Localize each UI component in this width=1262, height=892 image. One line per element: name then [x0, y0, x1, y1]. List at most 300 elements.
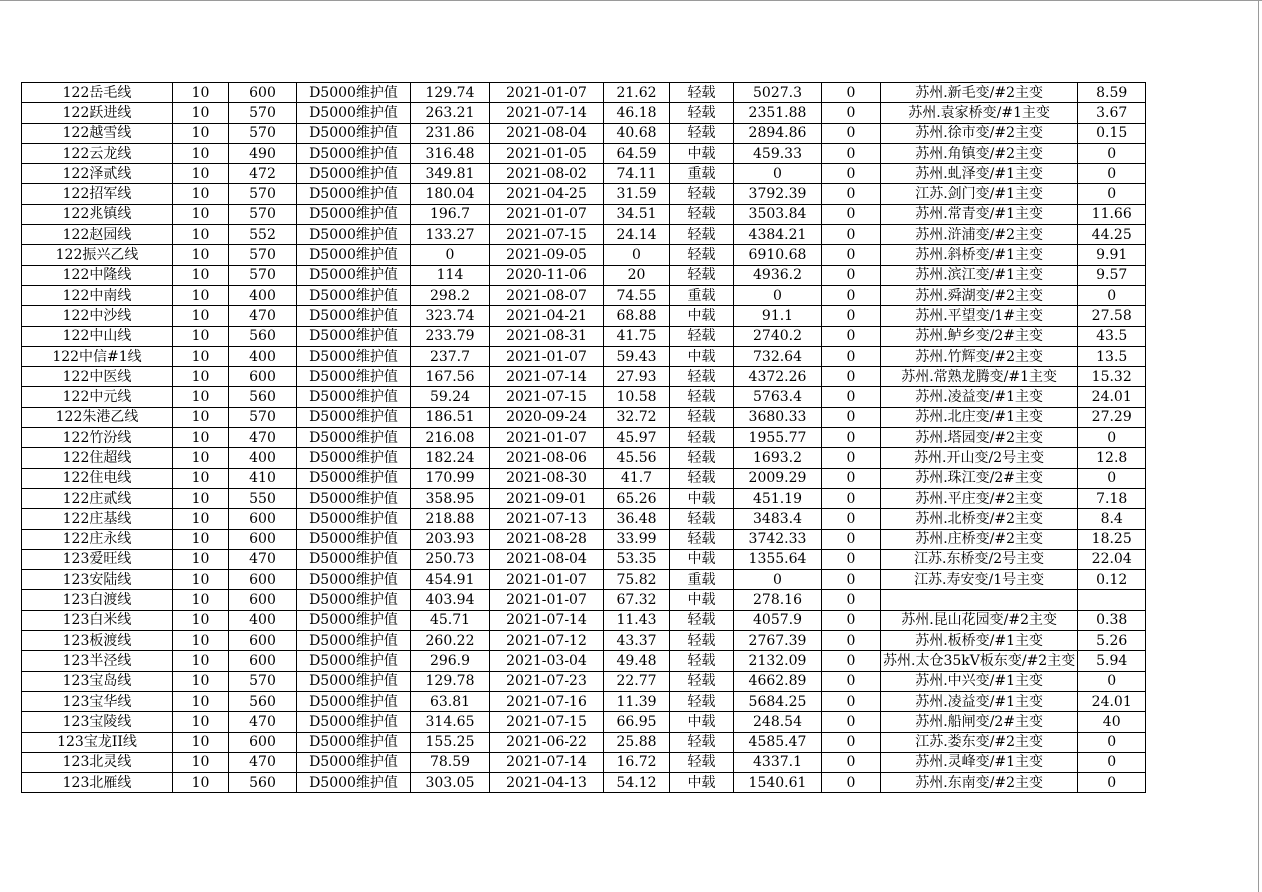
- voltage-cell: 10: [173, 265, 229, 285]
- load-status-cell: 重载: [670, 164, 734, 184]
- load-status-cell: 轻载: [670, 123, 734, 143]
- spare-capacity-cell: 278.16: [734, 590, 822, 610]
- count-cell: 0: [822, 448, 881, 468]
- transformer-value-cell: 40: [1078, 712, 1146, 732]
- transformer-cell: [881, 590, 1078, 610]
- spare-capacity-cell: 3680.33: [734, 407, 822, 427]
- voltage-cell: 10: [173, 346, 229, 366]
- load-rate-cell: 46.18: [604, 103, 670, 123]
- load-status-cell: 轻载: [670, 691, 734, 711]
- date-cell: 2021-01-07: [490, 83, 604, 103]
- load-rate-cell: 40.68: [604, 123, 670, 143]
- line-name-cell: 122朱港乙线: [22, 407, 173, 427]
- current-cell: 167.56: [411, 367, 490, 387]
- table-row: [22, 529, 1146, 549]
- count-cell: 0: [822, 752, 881, 772]
- transformer-cell: 江苏.剑门变/#1主变: [881, 184, 1078, 204]
- load-rate-cell: 45.56: [604, 448, 670, 468]
- date-cell: 2021-07-23: [490, 671, 604, 691]
- voltage-cell: 10: [173, 245, 229, 265]
- count-cell: 0: [822, 285, 881, 305]
- transformer-cell: 苏州.徐市变/#2主变: [881, 123, 1078, 143]
- current-cell: 237.7: [411, 346, 490, 366]
- count-cell: 0: [822, 610, 881, 630]
- count-cell: 0: [822, 691, 881, 711]
- voltage-cell: 10: [173, 184, 229, 204]
- spare-capacity-cell: 0: [734, 164, 822, 184]
- transformer-value-cell: 22.04: [1078, 549, 1146, 569]
- current-cell: 231.86: [411, 123, 490, 143]
- count-cell: 0: [822, 671, 881, 691]
- source-cell: D5000维护值: [297, 407, 411, 427]
- rated-current-cell: 570: [229, 204, 297, 224]
- table-row: [22, 610, 1146, 630]
- transformer-value-cell: 0: [1078, 164, 1146, 184]
- source-cell: D5000维护值: [297, 123, 411, 143]
- date-cell: 2021-09-05: [490, 245, 604, 265]
- transformer-value-cell: 0.12: [1078, 570, 1146, 590]
- count-cell: 0: [822, 123, 881, 143]
- transformer-value-cell: 0: [1078, 468, 1146, 488]
- spare-capacity-cell: 2740.2: [734, 326, 822, 346]
- source-cell: D5000维护值: [297, 773, 411, 793]
- table-body: [22, 83, 1146, 793]
- table-row: [22, 428, 1146, 448]
- count-cell: 0: [822, 590, 881, 610]
- spare-capacity-cell: 2767.39: [734, 631, 822, 651]
- current-cell: 454.91: [411, 570, 490, 590]
- current-cell: 316.48: [411, 143, 490, 163]
- table-row: [22, 225, 1146, 245]
- date-cell: 2021-07-14: [490, 610, 604, 630]
- line-name-cell: 122中隆线: [22, 265, 173, 285]
- table-row: [22, 387, 1146, 407]
- current-cell: 114: [411, 265, 490, 285]
- table-row: [22, 306, 1146, 326]
- source-cell: D5000维护值: [297, 204, 411, 224]
- transformer-value-cell: 8.4: [1078, 509, 1146, 529]
- spare-capacity-cell: 4372.26: [734, 367, 822, 387]
- line-name-cell: 123白米线: [22, 610, 173, 630]
- table-row: [22, 265, 1146, 285]
- load-rate-cell: 20: [604, 265, 670, 285]
- transformer-cell: 苏州.平望变/1#主变: [881, 306, 1078, 326]
- voltage-cell: 10: [173, 529, 229, 549]
- rated-current-cell: 600: [229, 651, 297, 671]
- transformer-cell: 苏州.中兴变/#1主变: [881, 671, 1078, 691]
- spare-capacity-cell: 4662.89: [734, 671, 822, 691]
- voltage-cell: 10: [173, 225, 229, 245]
- table-row: [22, 631, 1146, 651]
- current-cell: 233.79: [411, 326, 490, 346]
- transformer-cell: 苏州.船闸变/2#主变: [881, 712, 1078, 732]
- source-cell: D5000维护值: [297, 285, 411, 305]
- transformer-value-cell: 0: [1078, 732, 1146, 752]
- load-rate-cell: 22.77: [604, 671, 670, 691]
- line-name-cell: 122中沙线: [22, 306, 173, 326]
- line-name-cell: 122中南线: [22, 285, 173, 305]
- rated-current-cell: 490: [229, 143, 297, 163]
- rated-current-cell: 470: [229, 712, 297, 732]
- voltage-cell: 10: [173, 428, 229, 448]
- date-cell: 2021-09-01: [490, 488, 604, 508]
- rated-current-cell: 560: [229, 387, 297, 407]
- spare-capacity-cell: 1540.61: [734, 773, 822, 793]
- rated-current-cell: 472: [229, 164, 297, 184]
- data-table: [21, 82, 1146, 793]
- load-rate-cell: 32.72: [604, 407, 670, 427]
- table-row: [22, 671, 1146, 691]
- line-name-cell: 122中信#1线: [22, 346, 173, 366]
- transformer-value-cell: 5.94: [1078, 651, 1146, 671]
- date-cell: 2021-08-30: [490, 468, 604, 488]
- load-status-cell: 轻载: [670, 245, 734, 265]
- date-cell: 2021-07-15: [490, 712, 604, 732]
- load-rate-cell: 36.48: [604, 509, 670, 529]
- load-status-cell: 中载: [670, 306, 734, 326]
- load-rate-cell: 68.88: [604, 306, 670, 326]
- load-rate-cell: 74.55: [604, 285, 670, 305]
- date-cell: 2021-07-16: [490, 691, 604, 711]
- date-cell: 2021-01-07: [490, 428, 604, 448]
- source-cell: D5000维护值: [297, 184, 411, 204]
- current-cell: 129.74: [411, 83, 490, 103]
- load-rate-cell: 66.95: [604, 712, 670, 732]
- voltage-cell: 10: [173, 468, 229, 488]
- rated-current-cell: 600: [229, 509, 297, 529]
- voltage-cell: 10: [173, 590, 229, 610]
- transformer-value-cell: 9.57: [1078, 265, 1146, 285]
- current-cell: 263.21: [411, 103, 490, 123]
- voltage-cell: 10: [173, 83, 229, 103]
- current-cell: 155.25: [411, 732, 490, 752]
- transformer-cell: 苏州.庄桥变/#2主变: [881, 529, 1078, 549]
- rated-current-cell: 410: [229, 468, 297, 488]
- load-rate-cell: 34.51: [604, 204, 670, 224]
- table-row: [22, 448, 1146, 468]
- current-cell: 260.22: [411, 631, 490, 651]
- rated-current-cell: 470: [229, 306, 297, 326]
- transformer-value-cell: 27.58: [1078, 306, 1146, 326]
- table-row: [22, 326, 1146, 346]
- spare-capacity-cell: 3792.39: [734, 184, 822, 204]
- load-rate-cell: 16.72: [604, 752, 670, 772]
- count-cell: 0: [822, 367, 881, 387]
- transformer-value-cell: 7.18: [1078, 488, 1146, 508]
- load-status-cell: 中载: [670, 346, 734, 366]
- transformer-cell: 苏州.东南变/#2主变: [881, 773, 1078, 793]
- spare-capacity-cell: 1955.77: [734, 428, 822, 448]
- spare-capacity-cell: 1693.2: [734, 448, 822, 468]
- table-row: [22, 570, 1146, 590]
- spare-capacity-cell: 5763.4: [734, 387, 822, 407]
- current-cell: 180.04: [411, 184, 490, 204]
- line-name-cell: 123北雁线: [22, 773, 173, 793]
- line-name-cell: 122跃进线: [22, 103, 173, 123]
- spare-capacity-cell: 0: [734, 570, 822, 590]
- rated-current-cell: 560: [229, 691, 297, 711]
- load-status-cell: 轻载: [670, 407, 734, 427]
- line-name-cell: 122中山线: [22, 326, 173, 346]
- table-row: [22, 103, 1146, 123]
- transformer-value-cell: 13.5: [1078, 346, 1146, 366]
- date-cell: 2021-07-14: [490, 103, 604, 123]
- line-name-cell: 122竹汾线: [22, 428, 173, 448]
- load-rate-cell: 75.82: [604, 570, 670, 590]
- load-status-cell: 轻载: [670, 752, 734, 772]
- source-cell: D5000维护值: [297, 103, 411, 123]
- voltage-cell: 10: [173, 164, 229, 184]
- load-rate-cell: 33.99: [604, 529, 670, 549]
- voltage-cell: 10: [173, 752, 229, 772]
- transformer-value-cell: 27.29: [1078, 407, 1146, 427]
- spare-capacity-cell: 5027.3: [734, 83, 822, 103]
- count-cell: 0: [822, 164, 881, 184]
- voltage-cell: 10: [173, 773, 229, 793]
- table-row: [22, 468, 1146, 488]
- current-cell: 63.81: [411, 691, 490, 711]
- voltage-cell: 10: [173, 610, 229, 630]
- load-status-cell: 轻载: [670, 83, 734, 103]
- line-name-cell: 123爱旺线: [22, 549, 173, 569]
- transformer-value-cell: 8.59: [1078, 83, 1146, 103]
- line-name-cell: 122岳毛线: [22, 83, 173, 103]
- table-row: [22, 712, 1146, 732]
- voltage-cell: 10: [173, 631, 229, 651]
- line-name-cell: 122云龙线: [22, 143, 173, 163]
- source-cell: D5000维护值: [297, 468, 411, 488]
- table-row: [22, 773, 1146, 793]
- line-name-cell: 123板渡线: [22, 631, 173, 651]
- voltage-cell: 10: [173, 712, 229, 732]
- line-name-cell: 123安陆线: [22, 570, 173, 590]
- load-status-cell: 重载: [670, 285, 734, 305]
- transformer-cell: 苏州.鲈乡变/2#主变: [881, 326, 1078, 346]
- line-name-cell: 122住超线: [22, 448, 173, 468]
- count-cell: 0: [822, 225, 881, 245]
- transformer-cell: 苏州.凌益变/#1主变: [881, 691, 1078, 711]
- transformer-cell: 苏州.昆山花园变/#2主变: [881, 610, 1078, 630]
- load-rate-cell: 25.88: [604, 732, 670, 752]
- line-name-cell: 123宝岛线: [22, 671, 173, 691]
- source-cell: D5000维护值: [297, 164, 411, 184]
- current-cell: 203.93: [411, 529, 490, 549]
- transformer-value-cell: 0: [1078, 671, 1146, 691]
- table-row: [22, 83, 1146, 103]
- load-status-cell: 中载: [670, 143, 734, 163]
- count-cell: 0: [822, 184, 881, 204]
- spare-capacity-cell: 0: [734, 285, 822, 305]
- rated-current-cell: 570: [229, 671, 297, 691]
- date-cell: 2021-04-13: [490, 773, 604, 793]
- count-cell: 0: [822, 712, 881, 732]
- transformer-value-cell: 0: [1078, 143, 1146, 163]
- source-cell: D5000维护值: [297, 752, 411, 772]
- load-status-cell: 轻载: [670, 265, 734, 285]
- table-row: [22, 123, 1146, 143]
- transformer-value-cell: 5.26: [1078, 631, 1146, 651]
- current-cell: 59.24: [411, 387, 490, 407]
- count-cell: 0: [822, 773, 881, 793]
- transformer-value-cell: 15.32: [1078, 367, 1146, 387]
- table-row: [22, 651, 1146, 671]
- line-name-cell: 122庄贰线: [22, 488, 173, 508]
- line-name-cell: 122庄基线: [22, 509, 173, 529]
- rated-current-cell: 600: [229, 732, 297, 752]
- voltage-cell: 10: [173, 570, 229, 590]
- date-cell: 2021-04-21: [490, 306, 604, 326]
- table-row: [22, 204, 1146, 224]
- current-cell: 298.2: [411, 285, 490, 305]
- line-name-cell: 122振兴乙线: [22, 245, 173, 265]
- load-rate-cell: 49.48: [604, 651, 670, 671]
- table-row: [22, 285, 1146, 305]
- source-cell: D5000维护值: [297, 306, 411, 326]
- transformer-value-cell: 24.01: [1078, 387, 1146, 407]
- load-rate-cell: 41.75: [604, 326, 670, 346]
- line-name-cell: 123半泾线: [22, 651, 173, 671]
- load-rate-cell: 27.93: [604, 367, 670, 387]
- count-cell: 0: [822, 549, 881, 569]
- spare-capacity-cell: 4057.9: [734, 610, 822, 630]
- spare-capacity-cell: 451.19: [734, 488, 822, 508]
- line-name-cell: 123白渡线: [22, 590, 173, 610]
- load-rate-cell: 0: [604, 245, 670, 265]
- load-status-cell: 轻载: [670, 509, 734, 529]
- rated-current-cell: 470: [229, 428, 297, 448]
- voltage-cell: 10: [173, 549, 229, 569]
- transformer-value-cell: 0: [1078, 184, 1146, 204]
- load-status-cell: 轻载: [670, 204, 734, 224]
- spare-capacity-cell: 6910.68: [734, 245, 822, 265]
- rated-current-cell: 600: [229, 631, 297, 651]
- count-cell: 0: [822, 245, 881, 265]
- voltage-cell: 10: [173, 691, 229, 711]
- current-cell: 129.78: [411, 671, 490, 691]
- rated-current-cell: 570: [229, 265, 297, 285]
- current-cell: 296.9: [411, 651, 490, 671]
- date-cell: 2021-01-07: [490, 590, 604, 610]
- load-rate-cell: 11.39: [604, 691, 670, 711]
- date-cell: 2021-08-06: [490, 448, 604, 468]
- spare-capacity-cell: 4337.1: [734, 752, 822, 772]
- source-cell: D5000维护值: [297, 326, 411, 346]
- current-cell: 133.27: [411, 225, 490, 245]
- load-status-cell: 重载: [670, 570, 734, 590]
- count-cell: 0: [822, 83, 881, 103]
- source-cell: D5000维护值: [297, 590, 411, 610]
- transformer-cell: 苏州.袁家桥变/#1主变: [881, 103, 1078, 123]
- voltage-cell: 10: [173, 285, 229, 305]
- transformer-cell: 苏州.北庄变/#1主变: [881, 407, 1078, 427]
- load-status-cell: 轻载: [670, 103, 734, 123]
- current-cell: 218.88: [411, 509, 490, 529]
- count-cell: 0: [822, 143, 881, 163]
- date-cell: 2021-04-25: [490, 184, 604, 204]
- current-cell: 323.74: [411, 306, 490, 326]
- source-cell: D5000维护值: [297, 570, 411, 590]
- rated-current-cell: 600: [229, 590, 297, 610]
- voltage-cell: 10: [173, 367, 229, 387]
- load-rate-cell: 11.43: [604, 610, 670, 630]
- date-cell: 2021-01-07: [490, 570, 604, 590]
- rated-current-cell: 550: [229, 488, 297, 508]
- line-name-cell: 123宝陵线: [22, 712, 173, 732]
- load-status-cell: 中载: [670, 549, 734, 569]
- rated-current-cell: 600: [229, 570, 297, 590]
- table-row: [22, 367, 1146, 387]
- count-cell: 0: [822, 306, 881, 326]
- voltage-cell: 10: [173, 123, 229, 143]
- line-name-cell: 123宝龙II线: [22, 732, 173, 752]
- source-cell: D5000维护值: [297, 225, 411, 245]
- load-status-cell: 轻载: [670, 367, 734, 387]
- current-cell: 0: [411, 245, 490, 265]
- source-cell: D5000维护值: [297, 367, 411, 387]
- date-cell: 2021-08-04: [490, 549, 604, 569]
- load-rate-cell: 45.97: [604, 428, 670, 448]
- rated-current-cell: 600: [229, 83, 297, 103]
- spare-capacity-cell: 2009.29: [734, 468, 822, 488]
- load-status-cell: 中载: [670, 773, 734, 793]
- source-cell: D5000维护值: [297, 631, 411, 651]
- count-cell: 0: [822, 346, 881, 366]
- spare-capacity-cell: 5684.25: [734, 691, 822, 711]
- load-rate-cell: 64.59: [604, 143, 670, 163]
- current-cell: 314.65: [411, 712, 490, 732]
- load-status-cell: 轻载: [670, 529, 734, 549]
- table-row: [22, 346, 1146, 366]
- date-cell: 2021-08-07: [490, 285, 604, 305]
- transformer-cell: 苏州.塔园变/#2主变: [881, 428, 1078, 448]
- rated-current-cell: 560: [229, 326, 297, 346]
- line-name-cell: 123宝华线: [22, 691, 173, 711]
- date-cell: 2021-07-14: [490, 367, 604, 387]
- transformer-value-cell: 11.66: [1078, 204, 1146, 224]
- transformer-value-cell: 0: [1078, 285, 1146, 305]
- load-status-cell: 中载: [670, 590, 734, 610]
- date-cell: 2021-08-02: [490, 164, 604, 184]
- transformer-cell: 苏州.斜桥变/#1主变: [881, 245, 1078, 265]
- voltage-cell: 10: [173, 732, 229, 752]
- load-rate-cell: 43.37: [604, 631, 670, 651]
- date-cell: 2021-01-07: [490, 204, 604, 224]
- table-row: [22, 164, 1146, 184]
- rated-current-cell: 600: [229, 529, 297, 549]
- spare-capacity-cell: 248.54: [734, 712, 822, 732]
- load-rate-cell: 59.43: [604, 346, 670, 366]
- transformer-cell: 苏州.板桥变/#1主变: [881, 631, 1078, 651]
- transformer-value-cell: 44.25: [1078, 225, 1146, 245]
- source-cell: D5000维护值: [297, 488, 411, 508]
- date-cell: 2020-11-06: [490, 265, 604, 285]
- voltage-cell: 10: [173, 407, 229, 427]
- current-cell: 170.99: [411, 468, 490, 488]
- transformer-cell: 苏州.珠江变/2#主变: [881, 468, 1078, 488]
- rated-current-cell: 400: [229, 448, 297, 468]
- rated-current-cell: 600: [229, 367, 297, 387]
- source-cell: D5000维护值: [297, 691, 411, 711]
- load-rate-cell: 65.26: [604, 488, 670, 508]
- rated-current-cell: 470: [229, 752, 297, 772]
- current-cell: 78.59: [411, 752, 490, 772]
- count-cell: 0: [822, 265, 881, 285]
- source-cell: D5000维护值: [297, 448, 411, 468]
- count-cell: 0: [822, 732, 881, 752]
- transformer-cell: 苏州.北桥变/#2主变: [881, 509, 1078, 529]
- load-status-cell: 轻载: [670, 387, 734, 407]
- transformer-value-cell: 43.5: [1078, 326, 1146, 346]
